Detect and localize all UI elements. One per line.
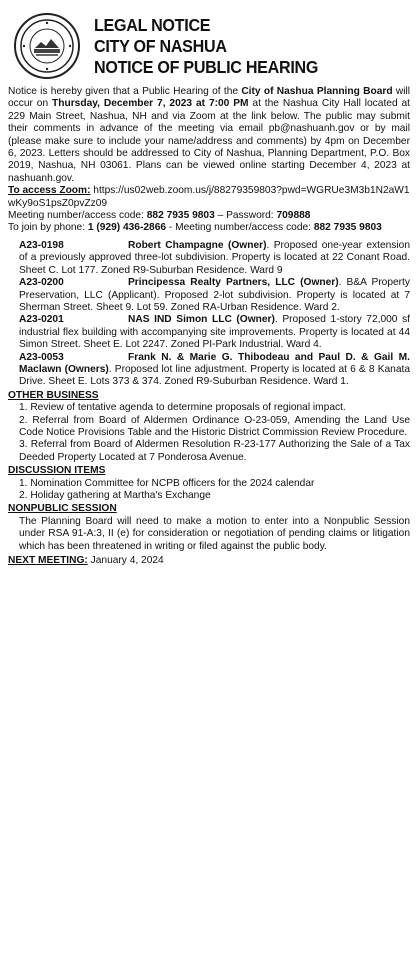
case-description: . Proposed 1-story 72,000 sf industrial flex building with accompanying site improvements. Property is located at 44 Simon Street. Sheet E. Lot 2247. Zoned PI-Park Industrial. Ward 4. (19, 314, 410, 351)
nonpublic-heading: NONPUBLIC SESSION (8, 503, 117, 515)
intro-date: Thursday, December 7, 2023 at 7:00 PM (52, 98, 249, 110)
other-business-heading: OTHER BUSINESS (8, 389, 99, 401)
next-meeting-label: NEXT MEETING: (8, 555, 88, 567)
case-number: A23-0198 (19, 239, 64, 251)
other-business-item: 2. Referral from Board of Aldermen Ordinance O-23-059, Amending the Land Use Code Notice Provisions Table and the Historic District Commission Review Procedure. (19, 414, 410, 438)
next-meeting-line (8, 555, 410, 567)
case-item (8, 352, 410, 389)
other-business-item: 3. Referral from Board of Aldermen Resolution R-23-177 Authorizing the Sale of a Tax Deeded Property Located at 7 Ponderosa Avenue. (19, 439, 410, 463)
zoom-label: To access Zoom: (8, 185, 91, 197)
intro-text-2: will occur on (8, 86, 410, 110)
phone-label: To join by phone: (8, 222, 88, 234)
next-meeting-date: January 4, 2024 (87, 555, 164, 567)
notice-header (8, 6, 410, 86)
discussion-item: 2. Holiday gathering at Martha's Exchange (19, 490, 211, 501)
discussion-item: 1. Nomination Committee for NCPB officers for the 2024 calendar (19, 477, 315, 489)
case-applicant: Principessa Realty Partners, LLC (Owner) (128, 277, 339, 289)
title-hearing: NOTICE OF PUBLIC HEARING (94, 56, 319, 77)
phone-number: 1 (929) 436-2866 (87, 222, 167, 234)
zoom-link-line (8, 185, 410, 210)
other-business-item: 1. Review of tentative agenda to determine proposals of regional impact. (19, 402, 346, 414)
password-label: – Password: (214, 210, 277, 222)
case-applicant: Robert Champagne (Owner) (128, 239, 267, 251)
zoom-link[interactable]: https://us02web.zoom.us/j/88279359803?pwd=WGRUe3M3b1N2aW1wKy9oS1psZ0pvZz09 (8, 185, 410, 209)
city-seal-logo (14, 13, 80, 79)
intro-board: City of Nashua Planning Board (241, 86, 393, 97)
zoom-meeting-line (8, 210, 410, 222)
case-description: . Proposed lot line adjustment. Property is located at 6 & 8 Kanata Drive. Sheet E. Lots 373 & 374. Zoned R9-Suburban Residence. Ward 1. (19, 363, 410, 388)
case-applicant: Frank N. & Marie G. Thibodeau and Paul D. & Gail M. Maclawn (Owners) (19, 351, 410, 375)
case-item (8, 277, 410, 314)
title-city: CITY OF NASHUA (94, 35, 227, 56)
meeting-code-label: Meeting number/access code: (8, 210, 147, 222)
case-number: A23-0201 (19, 314, 64, 326)
case-description: . B&A Property Preservation, LLC (Applicant). Proposed 2-lot subdivision. Property is located at 7 Sherman Street. Sheet 9. Lot 59. Zoned RA-Urban Residence. Ward 2. (19, 277, 410, 313)
phone-code-label: - Meeting number/access code: (166, 222, 314, 234)
header-titles (94, 15, 338, 78)
intro-paragraph (8, 86, 410, 185)
phone-code: 882 7935 9803 (313, 222, 382, 234)
nonpublic-text: The Planning Board will need to make a motion to enter into a Nonpublic Session under RSA 91-A:3, II (e) for consideration or negotiation of pending claims or litigation which has been threatened in writing or filed against the public body. (19, 515, 410, 552)
case-description: . Proposed one-year extension of a previously approved three-lot subdivision. Property is located at 22 Conant Road. Sheet C. Lot 177. Zoned R9-Suburban Residence. Ward 9 (19, 239, 410, 276)
case-item (8, 240, 410, 277)
password-value: 709888 (276, 210, 311, 222)
intro-text-1: Notice is hereby given that a Public Hearing of the (8, 86, 242, 97)
phone-line (8, 222, 410, 234)
intro-text-3: at the Nashua City Hall located at 229 Main Street, Nashua, NH and via Zoom at the link below. The public may submit their comments in advance of the meeting via email pb@nashuanh.gov or by mail (please make sure to include your name/address and comments) by 4pm on December 6, 2023. Letters should be addressed to City of Nashua, Planning Department, P.O. Box 2019, Nashua, NH 03061. Plans can be viewed online starting December 4, 2023 at nashuanh.gov. (8, 98, 411, 184)
case-number: A23-0200 (19, 277, 64, 289)
discussion-heading: DISCUSSION ITEMS (8, 465, 106, 477)
meeting-code: 882 7935 9803 (146, 210, 215, 222)
case-item (8, 314, 410, 351)
case-applicant: NAS IND Simon LLC (Owner) (128, 314, 275, 326)
case-number: A23-0053 (19, 351, 64, 363)
title-legal-notice: LEGAL NOTICE (94, 14, 211, 35)
